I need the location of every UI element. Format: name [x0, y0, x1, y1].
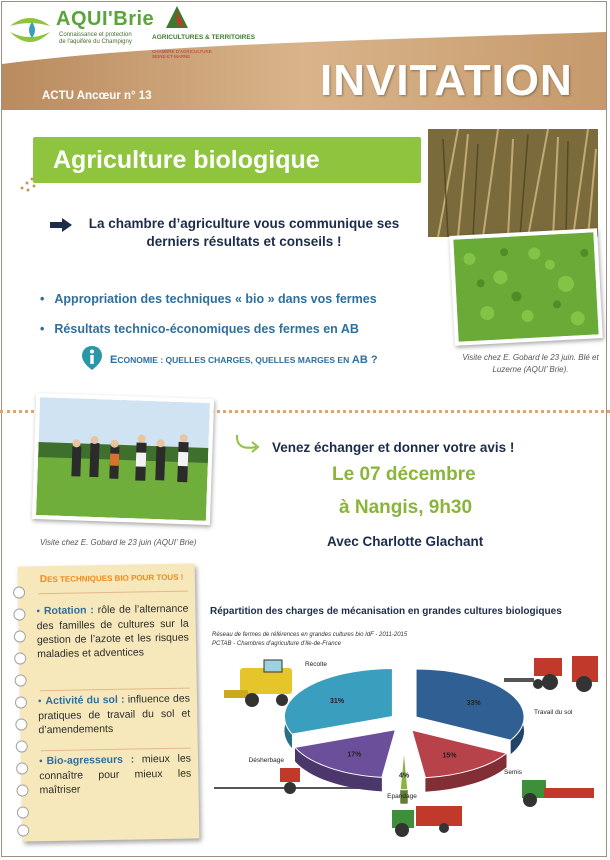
note-divider — [38, 591, 188, 595]
info-icon — [81, 345, 103, 371]
bullet-text: Appropriation des techniques « bio » dans vos fermes — [54, 292, 377, 306]
slice-value-label: 15% — [442, 752, 457, 760]
curved-arrow-icon — [234, 433, 264, 457]
note-item — [39, 752, 192, 798]
bullet-dot-icon: • — [38, 756, 43, 768]
bullet-dot-icon: • — [40, 292, 45, 306]
spreader-icon — [392, 806, 462, 837]
tractor-icon — [572, 656, 598, 692]
slice-category-label: Semis — [504, 769, 523, 776]
decorative-grain-icon — [18, 172, 48, 194]
note-title-text: ES TECHNIQUES BIO POUR TOUS ! — [47, 572, 184, 585]
event-host: Avec Charlotte Glachant — [327, 534, 484, 549]
section-title-banner — [33, 137, 421, 183]
header — [2, 2, 606, 110]
slice-category-label: Désherbage — [248, 757, 284, 764]
binder-ring-icon — [16, 762, 28, 774]
binder-ring-icon — [17, 824, 29, 836]
partner-logo-icon — [162, 4, 192, 32]
event-date: Le 07 décembre — [332, 464, 476, 485]
note-item-text: mieux les connaître pour mieux les maîtriser — [39, 752, 192, 797]
note-item-head: Activité du sol : — [45, 693, 125, 708]
pie-slices — [284, 668, 524, 803]
binder-ring-icon — [13, 608, 25, 620]
chart-subtitle — [212, 631, 407, 649]
wheat-photo — [428, 129, 598, 237]
pie-chart — [204, 650, 604, 850]
issue-label: ACTU Ancœur n° 13 — [42, 90, 152, 102]
photo-caption-crops: Visite chez E. Gobard le 23 juin. Blé et Luzerne (AQUI’ Brie). — [462, 353, 599, 374]
tractor-icon — [504, 658, 562, 690]
binder-ring-icon — [13, 586, 25, 598]
partner-subtitle: CHAMBRE D'AGRICULTURE SEINE-ET-MARNE — [152, 49, 212, 59]
note-divider — [40, 688, 190, 692]
chart-subtitle-line: PCTAB - Chambres d’agriculture d’Ile-de-France — [212, 641, 341, 647]
binder-ring-icon — [17, 806, 29, 818]
exchange-text: Venez échanger et donner votre avis ! — [272, 440, 515, 455]
slice-category-label: Récolte — [304, 661, 328, 668]
brand-subtitle: Connaissance et protection de l'aquifère du Champigny — [59, 32, 132, 45]
bio-techniques-note — [18, 563, 200, 841]
note-title-initial: D — [39, 574, 48, 586]
alfalfa-photo — [449, 228, 603, 346]
brand-name: AQUI'Brie — [56, 8, 155, 30]
note-item-text: rôle de l’alternance des familles de cultures sur la gestion de l’azote et les risques maladies et adventices — [36, 602, 189, 661]
binder-ring-icon — [14, 652, 26, 664]
page-title: INVITATION — [320, 56, 573, 105]
economy-end: AB ? — [351, 354, 378, 366]
binder-ring-icon — [14, 674, 26, 686]
section-title: Agriculture biologique — [53, 146, 320, 174]
slice-value-label: 4% — [398, 772, 410, 780]
slice-value-label: 33% — [466, 699, 481, 707]
aquibrie-logo-icon — [8, 12, 52, 48]
bullet-item — [40, 322, 359, 336]
slice-value-label: 31% — [330, 697, 345, 705]
slice-category-label: Travail du sol — [534, 709, 573, 716]
economy-initial: E — [110, 354, 118, 366]
binder-ring-icon — [16, 784, 28, 796]
bullet-dot-icon: • — [40, 322, 45, 336]
economy-text: CONOMIE : QUELLES CHARGES, QUELLES MARGES EN — [117, 355, 350, 365]
note-item — [38, 692, 191, 738]
slice-category-label: Epandage — [387, 793, 417, 800]
note-item-text: influence des pratiques de travail du sol et d’amendements — [38, 692, 191, 737]
note-item-head: Rotation : — [43, 604, 94, 618]
chart-subtitle-line: Réseau de fermes de références en grandes cultures bio IdF - 2011-2015 — [212, 632, 408, 638]
bullet-dot-icon: • — [37, 696, 42, 708]
bullet-item — [40, 292, 377, 306]
harvester-icon — [224, 660, 292, 707]
pie-slice — [400, 750, 408, 790]
note-divider — [41, 748, 191, 752]
event-place-time: à Nangis, 9h30 — [339, 497, 473, 518]
arrow-right-icon — [50, 218, 72, 232]
photo-caption-visit: Visite chez E. Gobard le 23 juin (AQUI’ Brie) — [40, 538, 197, 547]
seeder-icon — [522, 780, 594, 807]
economy-line — [110, 354, 378, 366]
chart-title: Répartition des charges de mécanisation en grandes cultures biologiques — [210, 606, 562, 617]
binder-ring-icon — [14, 630, 26, 642]
note-item-head: Bio-agresseurs : — [46, 753, 135, 768]
binder-ring-icon — [15, 718, 27, 730]
lead-text: La chambre d’agriculture vous communique ses derniers résultats et conseils ! — [88, 216, 400, 249]
visit-photo — [32, 393, 214, 525]
bullet-dot-icon: • — [36, 606, 41, 618]
binder-ring-icon — [16, 740, 28, 752]
binder-ring-icon — [15, 696, 27, 708]
slice-value-label: 17% — [347, 751, 362, 759]
note-item — [36, 602, 189, 662]
partner-name: AGRICULTURES & TERRITOIRES — [152, 34, 256, 41]
note-title — [40, 572, 184, 586]
bullet-text: Résultats technico-économiques des fermes en AB — [54, 322, 359, 336]
